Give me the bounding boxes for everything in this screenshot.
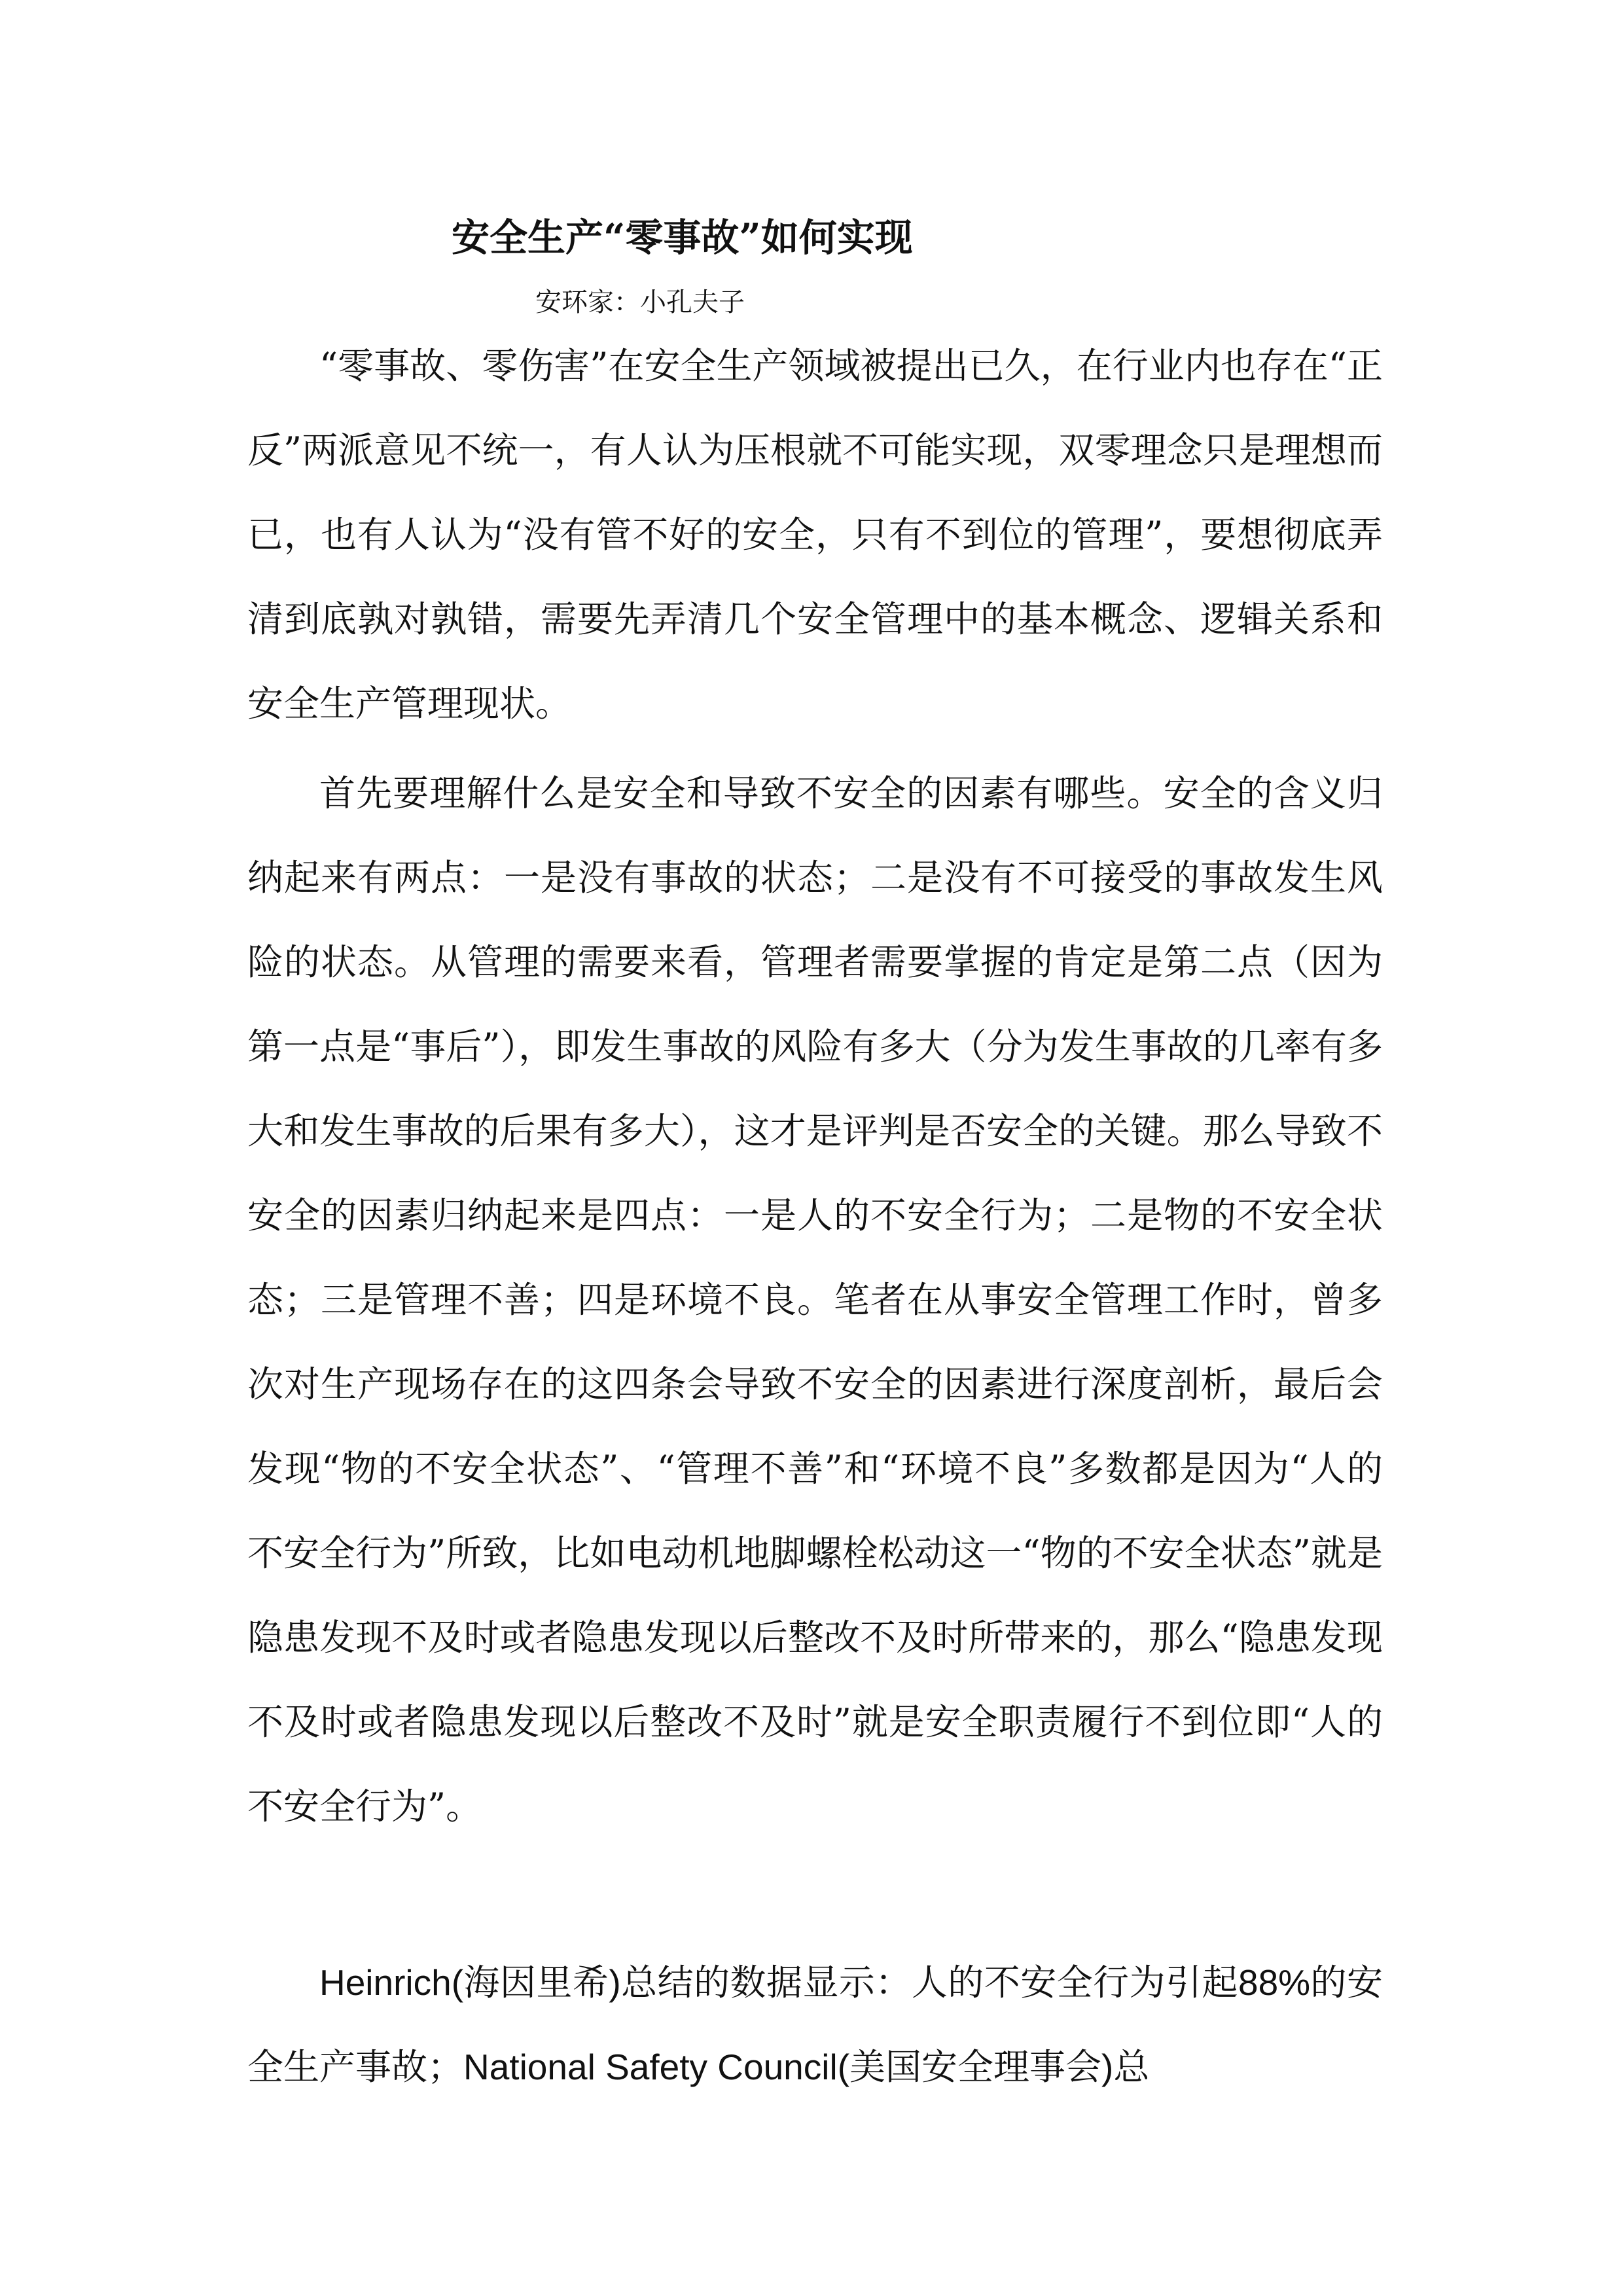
body-paragraph: “零事故、零伤害”在安全生产领域被提出已久，在行业内也存在“正反”两派意见不统一，有人认为压根就不可能实现，双零理念只是理想而已，也有人认为“没有管不好的安全，只有不到位的管理”，要想彻底弄清到底孰对孰错，需要先弄清几个安全管理中的基本概念、逻辑关系和安全生产管理现状。 <box>247 345 1383 725</box>
body-paragraph: 首先要理解什么是安全和导致不安全的因素有哪些。安全的含义归纳起来有两点：一是没有事故的状态；二是没有不可接受的事故发生风险的状态。从管理的需要来看，管理者需要掌握的肯定是第二点（因为第一点是“事后”），即发生事故的风险有多大（分为发生事故的几率有多大和发生事故的后果有多大），这才是评判是否安全的关键。那么导致不安全的因素归纳起来是四点：一是人的不安全行为；二是物的不安全状态；三是管理不善；四是环境不良。笔者在从事安全管理工作时，曾多次对生产现场存在的这四条会导致不安全的因素进行深度剖析，最后会发现“物的不安全状态”、“管理不善”和“环境不良”多数都是因为“人的不安全行为”所致，比如电动机地脚螺栓松动这一“物的不安全状态”就是隐患发现不及时或者隐患发现以后整改不及时所带来的，那么“隐患发现不及时或者隐患发现以后整改不及时”就是安全职责履行不到位即“人的不安全行为”。 <box>247 772 1383 1827</box>
body-paragraph: Heinrich(海因里希)总结的数据显示：人的不安全行为引起88%的安全生产事故；National Safety Council(美国安全理事会)总 <box>247 1962 1383 2087</box>
author-byline: 安环家：小孔夫子 <box>535 287 745 317</box>
document-title: 安全生产“零事故”如何实现 <box>452 215 913 260</box>
